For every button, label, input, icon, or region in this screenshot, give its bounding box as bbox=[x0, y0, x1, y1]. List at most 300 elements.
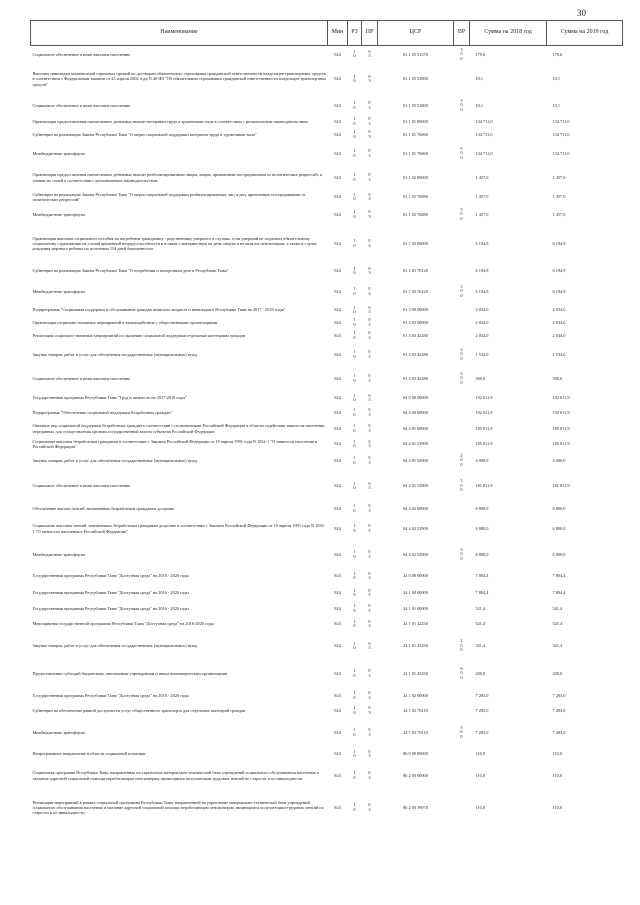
cell-min bbox=[328, 128, 348, 142]
cell-rz bbox=[348, 166, 362, 190]
cell-min-text: 924 bbox=[334, 751, 341, 757]
cell-sum-2018-text: 2 034,0 bbox=[475, 307, 489, 313]
cell-sum-2018 bbox=[470, 568, 547, 585]
cell-name bbox=[31, 660, 328, 688]
cell-csr bbox=[378, 166, 454, 190]
cell-sum-2018-text: 6 800,0 bbox=[475, 505, 489, 511]
cell-sum-2019 bbox=[547, 633, 623, 660]
cell-sum-2019-text: 6 194,9 bbox=[552, 240, 566, 246]
cell-rz-text: 1 0 bbox=[353, 523, 356, 533]
cell-sum-2018-text: 110,0 bbox=[475, 772, 486, 778]
cell-rz bbox=[348, 46, 362, 63]
cell-vr-text: 3 0 0 bbox=[460, 97, 463, 112]
cell-sum-2018 bbox=[470, 142, 547, 166]
table-row bbox=[31, 542, 623, 568]
cell-csr bbox=[378, 116, 454, 128]
cell-min bbox=[328, 602, 348, 616]
cell-vr-text: 5 0 0 bbox=[460, 283, 463, 298]
cell-sum-2019 bbox=[547, 704, 623, 718]
cell-min-text: 924 bbox=[334, 118, 341, 124]
cell-min bbox=[328, 317, 348, 329]
header-rz: РЗ bbox=[348, 21, 362, 46]
cell-sum-2019 bbox=[547, 602, 623, 616]
cell-vr bbox=[454, 406, 470, 420]
cell-pr bbox=[362, 166, 378, 190]
cell-pr bbox=[362, 304, 378, 317]
cell-name bbox=[31, 391, 328, 406]
cell-sum-2019 bbox=[547, 516, 623, 542]
cell-sum-2018-text: 1 457,0 bbox=[475, 194, 489, 200]
cell-sum-2019 bbox=[547, 63, 623, 96]
cell-sum-2018-text: 1 534,0 bbox=[475, 351, 489, 357]
cell-rz bbox=[348, 718, 362, 748]
cell-sum-2019 bbox=[547, 542, 623, 568]
cell-csr-text: 01 1 02 76080 bbox=[403, 211, 428, 217]
cell-sum-2018 bbox=[470, 451, 547, 471]
cell-name-text: Социальные выплаты безработным гражданам в соответствии с Законом Российской Федерации от 19 апреля 1991 года N 1032-1 "О занятости населения в Российской Федерации" bbox=[32, 438, 318, 449]
cell-rz-text: 1 0 bbox=[353, 349, 356, 359]
cell-csr-text: 04 4 01 00000 bbox=[403, 425, 428, 431]
cell-csr bbox=[378, 704, 454, 718]
cell-name-text: Организация выплаты социального пособия на погребение гражданину - родственнику умершего в случаях, если умерший не подлежал обязательному социальному страхованию на случай временной нетрудоспособности и в связи с материнством на день смерти и не являлся пенсионером, а также в случае рождения мертвого ребенка по истечении 154 дней беременности bbox=[32, 235, 317, 252]
cell-min bbox=[328, 391, 348, 406]
cell-sum-2019-text: 6 800,0 bbox=[552, 505, 566, 511]
cell-sum-2018 bbox=[470, 602, 547, 616]
cell-rz bbox=[348, 190, 362, 205]
cell-vr bbox=[454, 660, 470, 688]
cell-min-text: 924 bbox=[334, 643, 341, 649]
cell-sum-2019 bbox=[547, 616, 623, 633]
cell-sum-2019-text: 192 611,9 bbox=[552, 395, 570, 401]
cell-sum-2018-text: 7 804,4 bbox=[475, 590, 489, 596]
cell-sum-2019 bbox=[547, 46, 623, 63]
cell-rz-text: 1 0 bbox=[353, 238, 356, 248]
cell-sum-2018 bbox=[470, 367, 547, 391]
cell-sum-2018-text: 110,0 bbox=[475, 804, 486, 810]
cell-pr bbox=[362, 585, 378, 602]
cell-pr bbox=[362, 633, 378, 660]
cell-csr bbox=[378, 420, 454, 438]
cell-csr-text: 86 2 00 00000 bbox=[403, 772, 428, 778]
cell-name bbox=[31, 329, 328, 343]
cell-rz-text: 1 0 bbox=[353, 668, 356, 678]
cell-csr bbox=[378, 96, 454, 116]
cell-vr bbox=[454, 585, 470, 602]
cell-name-text: Социальное обеспечение и иные выплаты населению bbox=[32, 483, 131, 489]
cell-sum-2018-text: 134 711,0 bbox=[475, 118, 493, 124]
table-row bbox=[31, 46, 623, 63]
cell-sum-2019 bbox=[547, 718, 623, 748]
cell-sum-2018 bbox=[470, 688, 547, 704]
cell-name-text: Межбюджетные трансферты bbox=[32, 211, 86, 217]
cell-sum-2018 bbox=[470, 471, 547, 502]
cell-vr-text: 5 0 0 bbox=[460, 546, 463, 561]
cell-pr-text: 0 3 bbox=[368, 748, 371, 758]
cell-pr bbox=[362, 367, 378, 391]
cell-min-text: 924 bbox=[334, 483, 341, 489]
cell-pr bbox=[362, 660, 378, 688]
cell-vr bbox=[454, 748, 470, 761]
cell-name bbox=[31, 438, 328, 451]
cell-name bbox=[31, 688, 328, 704]
cell-sum-2018 bbox=[470, 633, 547, 660]
cell-rz bbox=[348, 142, 362, 166]
cell-sum-2018 bbox=[470, 190, 547, 205]
cell-sum-2019-text: 134 711,0 bbox=[552, 118, 570, 124]
cell-rz bbox=[348, 406, 362, 420]
cell-name-text: Межбюджетные трансферты bbox=[32, 150, 86, 156]
cell-vr bbox=[454, 280, 470, 304]
cell-sum-2018-text: 500,0 bbox=[475, 375, 486, 381]
cell-pr bbox=[362, 761, 378, 791]
cell-min-text: 924 bbox=[334, 332, 341, 338]
cell-min-text: 924 bbox=[334, 51, 341, 57]
cell-csr bbox=[378, 367, 454, 391]
cell-pr-text: 0 3 bbox=[368, 116, 371, 126]
cell-pr bbox=[362, 616, 378, 633]
cell-sum-2018 bbox=[470, 516, 547, 542]
cell-csr-text: 01 1 02 00000 bbox=[403, 174, 428, 180]
cell-min bbox=[328, 516, 348, 542]
table-row bbox=[31, 688, 623, 704]
cell-name-text: Организация социально-значимых мероприятий и взаимодействие с общественными организациями bbox=[32, 319, 218, 325]
cell-name bbox=[31, 502, 328, 516]
cell-rz bbox=[348, 688, 362, 704]
table-row bbox=[31, 420, 623, 438]
cell-csr bbox=[378, 142, 454, 166]
cell-sum-2018 bbox=[470, 96, 547, 116]
cell-sum-2018-text: 6 800,0 bbox=[475, 551, 489, 557]
cell-sum-2019-text: 10,1 bbox=[552, 76, 561, 82]
cell-rz bbox=[348, 542, 362, 568]
cell-min bbox=[328, 660, 348, 688]
cell-csr-text: 01 1 03 00000 bbox=[403, 240, 428, 246]
table-row bbox=[31, 791, 623, 825]
cell-name-text: Межбюджетные трансферты bbox=[32, 551, 86, 557]
cell-csr bbox=[378, 585, 454, 602]
cell-name-text: Закупка товаров, работ и услуг для обеспечения государственных (муниципальных) нужд bbox=[32, 457, 198, 463]
cell-sum-2019-text: 192 611,9 bbox=[552, 409, 570, 415]
cell-name-text: Подпрограмма "Социальная поддержка и обслуживание граждан пожилого возраста и инвалидов в Республике Тыва на 2017 - 2019 годы" bbox=[32, 307, 286, 313]
cell-min bbox=[328, 46, 348, 63]
table-row bbox=[31, 406, 623, 420]
cell-pr bbox=[362, 688, 378, 704]
cell-rz bbox=[348, 502, 362, 516]
cell-vr bbox=[454, 46, 470, 63]
cell-csr bbox=[378, 280, 454, 304]
cell-vr bbox=[454, 96, 470, 116]
cell-sum-2018-text: 1 457,0 bbox=[475, 211, 489, 217]
cell-sum-2018-text: 321,4 bbox=[475, 643, 486, 649]
cell-sum-2018-text: 6 800,0 bbox=[475, 525, 489, 531]
cell-csr bbox=[378, 329, 454, 343]
cell-min bbox=[328, 451, 348, 471]
cell-pr-text: 0 3 bbox=[368, 349, 371, 359]
cell-pr bbox=[362, 329, 378, 343]
cell-min-text: 924 bbox=[334, 211, 341, 217]
cell-rz bbox=[348, 63, 362, 96]
cell-sum-2018-text: 10,1 bbox=[475, 102, 484, 108]
cell-pr-text: 0 3 bbox=[368, 373, 371, 383]
table-row bbox=[31, 502, 623, 516]
cell-sum-2018 bbox=[470, 128, 547, 142]
cell-min bbox=[328, 116, 348, 128]
cell-sum-2019-text: 134 711,0 bbox=[552, 150, 570, 156]
cell-rz bbox=[348, 391, 362, 406]
table-row bbox=[31, 568, 623, 585]
cell-pr-text: 0 3 bbox=[368, 640, 371, 650]
cell-rz bbox=[348, 116, 362, 128]
cell-sum-2018-text: 6 194,9 bbox=[475, 268, 489, 274]
cell-rz bbox=[348, 791, 362, 825]
table-row bbox=[31, 748, 623, 761]
table-row bbox=[31, 704, 623, 718]
cell-csr-text: 01 1 01 76060 bbox=[403, 131, 428, 137]
cell-sum-2019-text: 181 811,9 bbox=[552, 483, 570, 489]
cell-pr-text: 0 3 bbox=[368, 100, 371, 110]
table-row bbox=[31, 602, 623, 616]
table-row bbox=[31, 585, 623, 602]
cell-name-text: Организация предоставления ежемесячных денежных выплат ветеранам труда и труженикам тыла в соответствии с региональным законодательством bbox=[32, 118, 308, 124]
cell-vr bbox=[454, 688, 470, 704]
cell-name-text: Оказание мер социальной поддержки безработных граждан в соответствии с полномочиями Российской Федерации в области содействия занятости населения, переданных для осуществления органам государственной власти субъектов Российской Федерации bbox=[32, 423, 326, 434]
cell-pr-text: 0 3 bbox=[368, 209, 371, 219]
cell-min bbox=[328, 791, 348, 825]
cell-sum-2019-text: 110,0 bbox=[552, 751, 563, 757]
header-sum-2019: Сумма на 2019 год bbox=[547, 21, 623, 46]
cell-csr-text: 24 1 01 42250 bbox=[403, 670, 428, 676]
cell-rz-text: 1 0 bbox=[353, 570, 356, 580]
cell-rz-text: 1 0 bbox=[353, 770, 356, 780]
cell-vr bbox=[454, 343, 470, 367]
cell-name bbox=[31, 542, 328, 568]
cell-rz-text: 1 0 bbox=[353, 330, 356, 340]
header-csr: ЦСР bbox=[378, 21, 454, 46]
cell-sum-2018-text: 521,4 bbox=[475, 605, 486, 611]
cell-min bbox=[328, 585, 348, 602]
cell-rz bbox=[348, 616, 362, 633]
cell-vr bbox=[454, 420, 470, 438]
cell-sum-2019-text: 6 800,0 bbox=[552, 525, 566, 531]
table-row bbox=[31, 718, 623, 748]
header-name: Наименование bbox=[31, 21, 328, 46]
cell-sum-2018-text: 181 811,9 bbox=[475, 483, 493, 489]
cell-vr bbox=[454, 704, 470, 718]
cell-min bbox=[328, 688, 348, 704]
cell-pr bbox=[362, 438, 378, 451]
cell-sum-2019 bbox=[547, 391, 623, 406]
cell-csr-text: 24 1 00 00000 bbox=[403, 590, 428, 596]
cell-vr-text: 2 0 0 bbox=[460, 346, 463, 361]
cell-rz-text: 1 0 bbox=[353, 392, 356, 402]
cell-sum-2019-text: 4 000,0 bbox=[552, 457, 566, 463]
cell-sum-2019 bbox=[547, 263, 623, 280]
cell-pr bbox=[362, 502, 378, 516]
cell-csr bbox=[378, 63, 454, 96]
cell-pr-text: 0 3 bbox=[368, 438, 371, 448]
cell-csr-text: 04 4 01 52900 bbox=[403, 441, 428, 447]
cell-sum-2018-text: 192 611,9 bbox=[475, 409, 493, 415]
cell-sum-2019 bbox=[547, 190, 623, 205]
cell-pr-text: 0 3 bbox=[368, 770, 371, 780]
cell-csr-text: 01 1 03 76120 bbox=[403, 268, 428, 274]
cell-pr-text: 0 3 bbox=[368, 330, 371, 340]
cell-csr bbox=[378, 128, 454, 142]
cell-csr bbox=[378, 225, 454, 263]
cell-csr-text: 04 4 00 00000 bbox=[403, 409, 428, 415]
cell-vr bbox=[454, 542, 470, 568]
cell-vr bbox=[454, 718, 470, 748]
cell-rz bbox=[348, 660, 362, 688]
cell-sum-2018-text: 521,4 bbox=[475, 621, 486, 627]
cell-min bbox=[328, 748, 348, 761]
table-row bbox=[31, 367, 623, 391]
cell-sum-2018-text: 1 457,0 bbox=[475, 174, 489, 180]
cell-name-text: Субвенции на обеспечение равной доступности услуг общественного транспорта для отдельных категорий граждан bbox=[32, 707, 246, 713]
cell-csr-text: 01 1 01 00000 bbox=[403, 118, 428, 124]
cell-name bbox=[31, 263, 328, 280]
cell-vr bbox=[454, 304, 470, 317]
cell-csr bbox=[378, 718, 454, 748]
cell-min-text: 924 bbox=[334, 605, 341, 611]
cell-min bbox=[328, 190, 348, 205]
cell-name bbox=[31, 585, 328, 602]
cell-sum-2018 bbox=[470, 263, 547, 280]
cell-sum-2018 bbox=[470, 660, 547, 688]
cell-sum-2018 bbox=[470, 502, 547, 516]
cell-pr-text: 0 3 bbox=[368, 317, 371, 327]
cell-rz-text: 1 0 bbox=[353, 304, 356, 314]
cell-vr bbox=[454, 63, 470, 96]
cell-sum-2018 bbox=[470, 205, 547, 225]
cell-rz-text: 1 0 bbox=[353, 587, 356, 597]
cell-pr bbox=[362, 704, 378, 718]
table-row bbox=[31, 516, 623, 542]
cell-rz bbox=[348, 205, 362, 225]
cell-rz-text: 1 0 bbox=[353, 618, 356, 628]
cell-sum-2018-text: 6 194,9 bbox=[475, 288, 489, 294]
cell-name bbox=[31, 280, 328, 304]
cell-sum-2019-text: 7 283,0 bbox=[552, 729, 566, 735]
cell-rz-text: 1 0 bbox=[353, 549, 356, 559]
cell-sum-2019-text: 185 811,9 bbox=[552, 425, 570, 431]
cell-min bbox=[328, 568, 348, 585]
header-sum-2018: Сумма на 2018 год bbox=[470, 21, 547, 46]
cell-vr bbox=[454, 391, 470, 406]
cell-pr bbox=[362, 190, 378, 205]
cell-name bbox=[31, 166, 328, 190]
cell-csr-text: 01 1 01 76060 bbox=[403, 150, 428, 156]
cell-name bbox=[31, 420, 328, 438]
cell-pr bbox=[362, 116, 378, 128]
cell-vr bbox=[454, 471, 470, 502]
cell-csr-text: 04 4 02 00000 bbox=[403, 505, 428, 511]
cell-sum-2019 bbox=[547, 660, 623, 688]
cell-name-text: Социальное обеспечение и иные выплаты населению bbox=[32, 375, 131, 381]
cell-name bbox=[31, 116, 328, 128]
cell-vr bbox=[454, 116, 470, 128]
cell-csr bbox=[378, 471, 454, 502]
cell-name-text: Реализация мероприятий в рамках социальной программы Республики Тыва, направленной на укрепление материально-технической базы учреждений социального обслуживания населения и оказание адресной социальной помощи неработающим пенсионерам, являющимся получателями трудовых пенсий по старости и по инвалидности bbox=[32, 799, 324, 816]
table-row bbox=[31, 761, 623, 791]
cell-name-text: Организация предоставления ежемесячных денежных выплат реабилитированным лицам, лицам, признанным пострадавшими от политических репрессий, и членам их семей в соответствии с региональным законодательством bbox=[32, 172, 323, 183]
cell-csr-text: 04 4 01 52900 bbox=[403, 483, 428, 489]
cell-sum-2018-text: 134 711,0 bbox=[475, 150, 493, 156]
cell-min-text: 924 bbox=[334, 457, 341, 463]
cell-vr bbox=[454, 190, 470, 205]
cell-rz bbox=[348, 568, 362, 585]
cell-sum-2019-text: 500,0 bbox=[552, 375, 563, 381]
cell-sum-2019-text: 7 283,0 bbox=[552, 692, 566, 698]
cell-csr-text: 24 1 02 76110 bbox=[403, 707, 428, 713]
cell-csr-text: 01 3 03 42280 bbox=[403, 332, 428, 338]
cell-pr-text: 0 3 bbox=[368, 668, 371, 678]
cell-rz bbox=[348, 516, 362, 542]
cell-min bbox=[328, 263, 348, 280]
cell-rz bbox=[348, 438, 362, 451]
cell-min-text: 924 bbox=[334, 351, 341, 357]
cell-pr-text: 0 3 bbox=[368, 304, 371, 314]
cell-pr-text: 0 3 bbox=[368, 148, 371, 158]
table-row bbox=[31, 166, 623, 190]
cell-sum-2018 bbox=[470, 542, 547, 568]
cell-sum-2019 bbox=[547, 116, 623, 128]
cell-name bbox=[31, 791, 328, 825]
cell-sum-2019 bbox=[547, 761, 623, 791]
cell-sum-2018 bbox=[470, 718, 547, 748]
table-header-row bbox=[31, 21, 623, 46]
cell-sum-2019 bbox=[547, 96, 623, 116]
cell-name bbox=[31, 46, 328, 63]
cell-csr-text: 01 1 03 76120 bbox=[403, 288, 428, 294]
cell-vr bbox=[454, 602, 470, 616]
table-row bbox=[31, 329, 623, 343]
cell-pr bbox=[362, 516, 378, 542]
cell-rz-text: 1 0 bbox=[353, 286, 356, 296]
cell-csr bbox=[378, 46, 454, 63]
cell-sum-2018-text: 179,6 bbox=[475, 51, 486, 57]
cell-rz bbox=[348, 602, 362, 616]
cell-min-text: 924 bbox=[334, 240, 341, 246]
cell-min bbox=[328, 343, 348, 367]
cell-rz-text: 1 0 bbox=[353, 100, 356, 110]
cell-sum-2019-text: 200,0 bbox=[552, 670, 563, 676]
cell-csr bbox=[378, 516, 454, 542]
cell-csr-text: 24 0 00 00000 bbox=[403, 573, 428, 579]
cell-csr-text: 24 1 01 42250 bbox=[403, 621, 428, 627]
cell-sum-2018-text: 200,0 bbox=[475, 670, 486, 676]
cell-sum-2019 bbox=[547, 280, 623, 304]
cell-sum-2019-text: 110,0 bbox=[552, 772, 563, 778]
cell-min-text: 924 bbox=[334, 590, 341, 596]
cell-pr bbox=[362, 142, 378, 166]
cell-min bbox=[328, 704, 348, 718]
cell-pr bbox=[362, 205, 378, 225]
cell-min-text: 924 bbox=[334, 194, 341, 200]
cell-pr bbox=[362, 391, 378, 406]
cell-min bbox=[328, 329, 348, 343]
table-row bbox=[31, 616, 623, 633]
cell-min-text: 924 bbox=[334, 395, 341, 401]
cell-sum-2019-text: 110,0 bbox=[552, 804, 563, 810]
cell-rz-text: 1 0 bbox=[353, 48, 356, 59]
cell-vr bbox=[454, 438, 470, 451]
cell-pr-text: 0 3 bbox=[368, 129, 371, 139]
cell-pr bbox=[362, 451, 378, 471]
cell-min-text: 924 bbox=[334, 441, 341, 447]
cell-min-text: 924 bbox=[334, 319, 341, 325]
cell-csr bbox=[378, 761, 454, 791]
